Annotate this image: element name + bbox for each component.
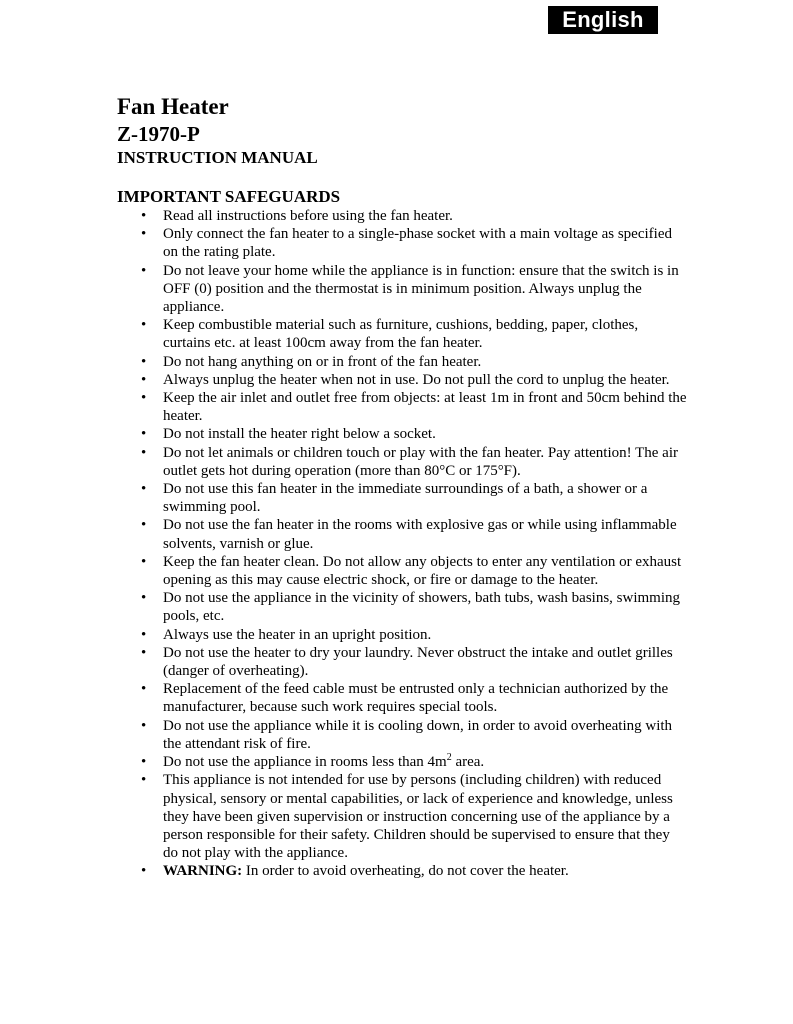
list-item: • Read all instructions before using the fan heater.: [117, 207, 687, 225]
warning-label: WARNING:: [163, 863, 243, 880]
area-superscript: 2: [446, 752, 452, 764]
list-item: • Do not use this fan heater in the immediate surroundings of a bath, a shower or a swimming pool.: [117, 480, 687, 516]
list-item: • Only connect the fan heater to a single-phase socket with a main voltage as specified on the rating plate.: [117, 225, 687, 261]
list-item: • Do not use the fan heater in the rooms with explosive gas or while using inflammable solvents, varnish or glue.: [117, 516, 687, 552]
list-item: • Keep the air inlet and outlet free from objects: at least 1m in front and 50cm behind the heater.: [117, 389, 687, 425]
model-number: Z-1970-P: [117, 122, 200, 146]
list-item: • Always unplug the heater when not in use. Do not pull the cord to unplug the heater.: [117, 371, 687, 389]
list-item: • Do not use the heater to dry your laundry. Never obstruct the intake and outlet grilles (danger of overheating).: [117, 644, 687, 680]
section-heading: IMPORTANT SAFEGUARDS: [117, 187, 341, 206]
list-item: • Do not install the heater right below a socket.: [117, 425, 687, 443]
list-item: • Do not leave your home while the appliance is in function: ensure that the switch is in OFF (0) position and the thermostat is in minimum position. Always unplug the appliance.: [117, 262, 687, 317]
manual-content: [117, 93, 687, 881]
list-item: • Do not let animals or children touch or play with the fan heater. Pay attention! The air outlet gets hot during operation (more than 80°C or 175°F).: [117, 444, 687, 480]
list-item: • Keep the fan heater clean. Do not allow any objects to enter any ventilation or exhaust opening as this may cause electric shock, or fire or damage to the heater.: [117, 553, 687, 589]
document-title: Fan Heater: [117, 94, 229, 119]
safeguards-list: [117, 207, 687, 881]
area-item-suffix: area.: [451, 754, 485, 771]
list-item-supervision: • This appliance is not intended for use by persons (including children) with reduced physical, sensory or mental capabilities, or lack of experience and knowledge, unless they have been given supervision or instruction concerning use of the appliance by a person responsible for their safety. Children should be supervised to ensure that they do not play with the appliance.: [117, 771, 687, 862]
list-item: • Do not hang anything on or in front of the fan heater.: [117, 353, 687, 371]
list-item: • Replacement of the feed cable must be entrusted only a technician authorized by the manufacturer, because such work requires special tools.: [117, 680, 687, 716]
list-item-area: [117, 753, 687, 771]
list-item: • Do not use the appliance in the vicinity of showers, bath tubs, wash basins, swimming pools, etc.: [117, 589, 687, 625]
list-item: • Do not use the appliance while it is cooling down, in order to avoid overheating with the attendant risk of fire.: [117, 717, 687, 753]
area-item-text: Do not use the appliance in rooms less than 4m: [163, 754, 447, 771]
document-subtitle: INSTRUCTION MANUAL: [117, 148, 318, 167]
list-item: • Keep combustible material such as furniture, cushions, bedding, paper, clothes, curtains etc. at least 100cm away from the fan heater.: [117, 316, 687, 352]
list-item: • Always use the heater in an upright position.: [117, 626, 687, 644]
language-badge: English: [548, 6, 658, 34]
list-item-warning: [117, 862, 687, 880]
warning-text: In order to avoid overheating, do not cover the heater.: [242, 863, 569, 880]
